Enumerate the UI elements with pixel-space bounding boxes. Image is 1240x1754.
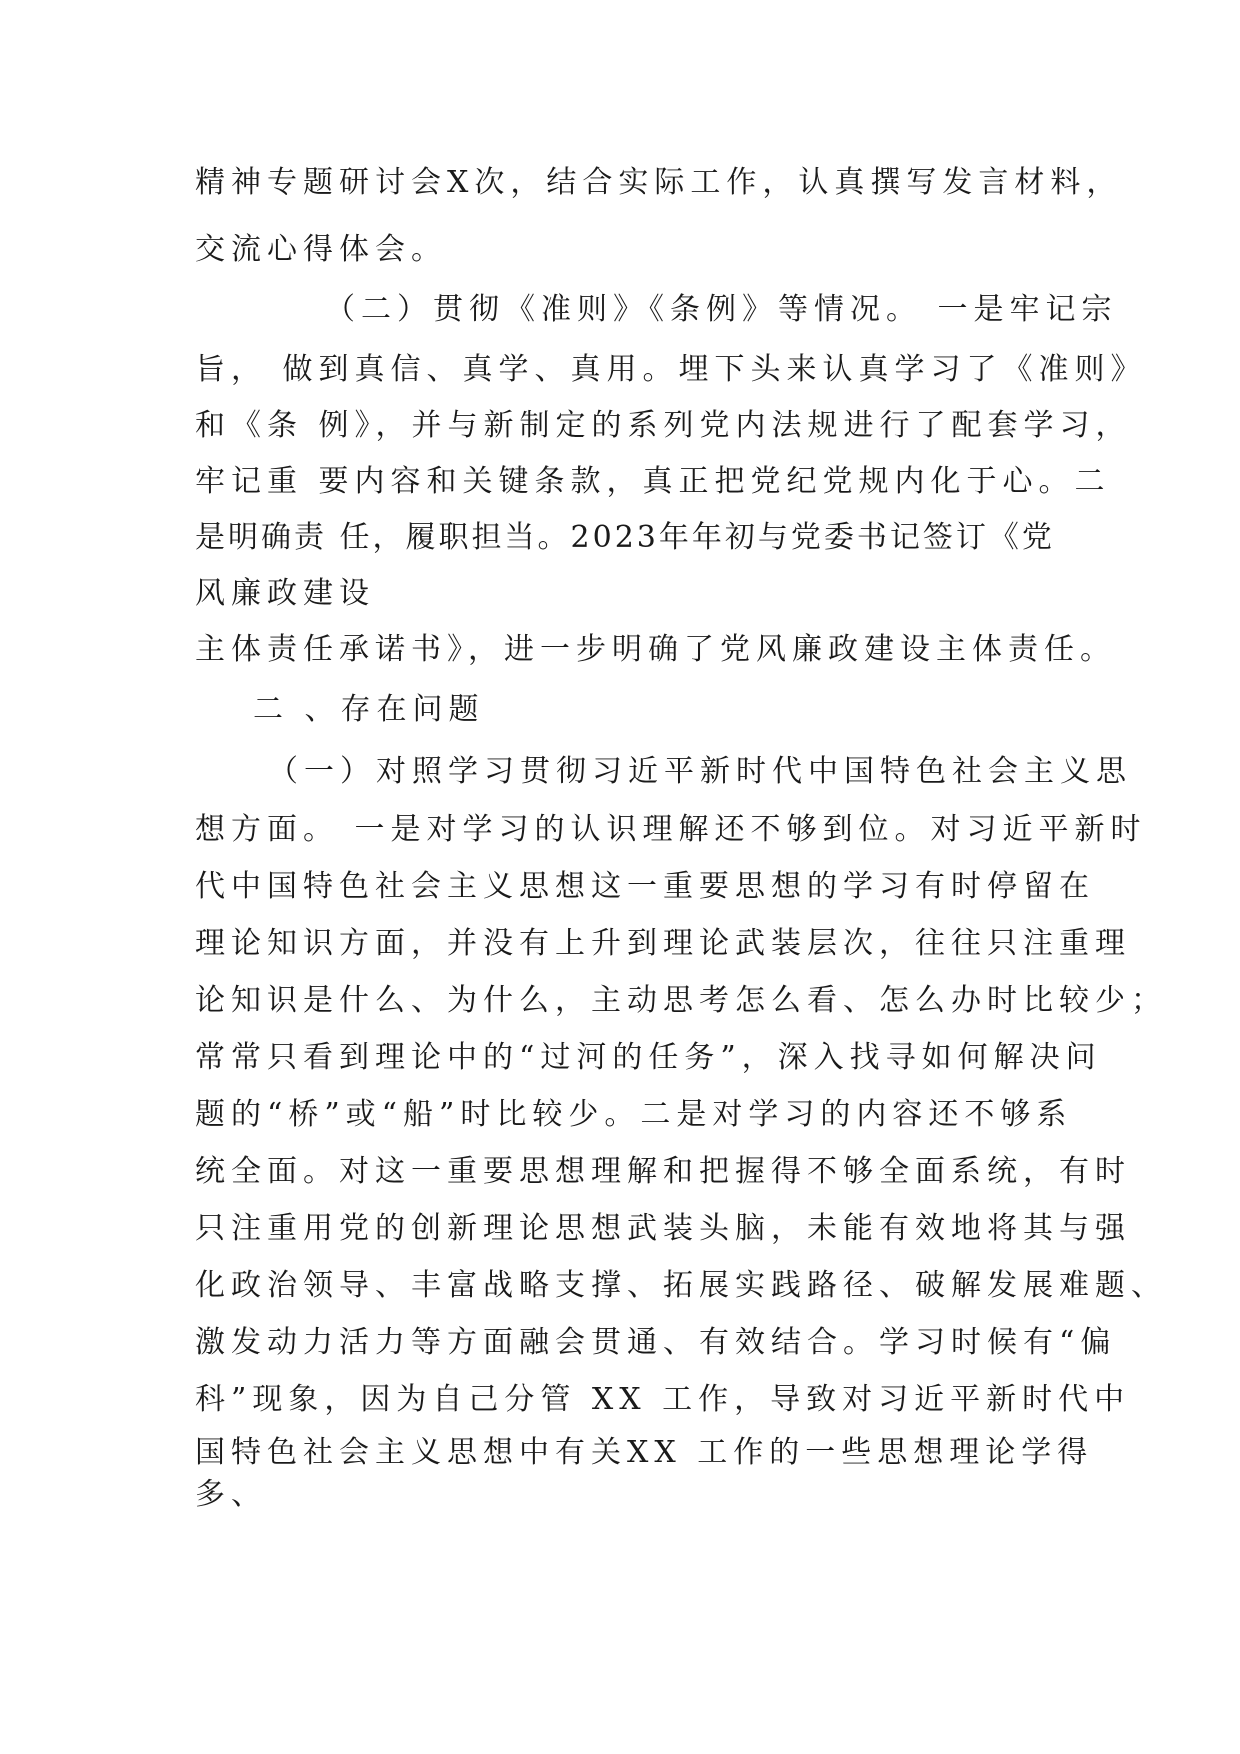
section-heading: （一）对照学习贯彻习近平新时代中国特色社会主义思 [268, 754, 1132, 789]
paragraph-line: 主体责任承诺书》，进一步明确了党风廉政建设主体责任。 [195, 632, 1116, 667]
paragraph-line: 理论知识方面，并没有上升到理论武装层次，往往只注重理 [195, 926, 1131, 961]
section-heading: 二 、存在问题 [253, 692, 485, 727]
paragraph-line: 精神专题研讨会X次，结合实际工作，认真撰写发言材料， [195, 165, 1123, 200]
paragraph-line: 只注重用党的创新理论思想武装头脑，未能有效地将其与强 [195, 1211, 1131, 1246]
paragraph-line: 风廉政建设 [195, 576, 375, 611]
paragraph-line: 交流心得体会。 [195, 232, 447, 267]
paragraph-line: 旨， 做到真信、真学、真用。埋下头来认真学习了《准则》 [195, 352, 1147, 387]
paragraph-line: 是明确责 任，履职担当。2023年年初与党委书记签订《党 [195, 520, 1055, 555]
paragraph-line: 代中国特色社会主义思想这一重要思想的学习有时停留在 [195, 869, 1095, 904]
paragraph-line: 论知识是什么、为什么，主动思考怎么看、怎么办时比较少； [195, 983, 1167, 1018]
paragraph-line: 化政治领导、丰富战略支撑、拓展实践路径、破解发展难题、 [195, 1268, 1167, 1303]
paragraph-line: 和《条 例》，并与新制定的系列党内法规进行了配套学习， [195, 408, 1132, 443]
paragraph-line: 多、 [195, 1477, 267, 1512]
paragraph-line: 科”现象，因为自己分管 XX 工作，导致对习近平新时代中 [195, 1382, 1131, 1417]
paragraph-line: 激发动力活力等方面融会贯通、有效结合。学习时候有“偏 [195, 1325, 1117, 1360]
paragraph-line: 统全面。对这一重要思想理解和把握得不够全面系统，有时 [195, 1154, 1131, 1189]
paragraph-line: 题的“桥”或“船”时比较少。二是对学习的内容还不够系 [195, 1097, 1073, 1132]
section-heading: （二）贯彻《准则》《条例》等情况。 一是牢记宗 [325, 292, 1118, 327]
paragraph-line: 想方面。 一是对学习的认识理解还不够到位。对习近平新时 [195, 812, 1147, 847]
paragraph-line: 牢记重 要内容和关键条款，真正把党纪党规内化于心。二 [195, 464, 1111, 499]
paragraph-line: 常常只看到理论中的“过河的任务”，深入找寻如何解决问 [195, 1040, 1102, 1075]
paragraph-line: 国特色社会主义思想中有关XX 工作的一些思想理论学得 [195, 1435, 1094, 1470]
